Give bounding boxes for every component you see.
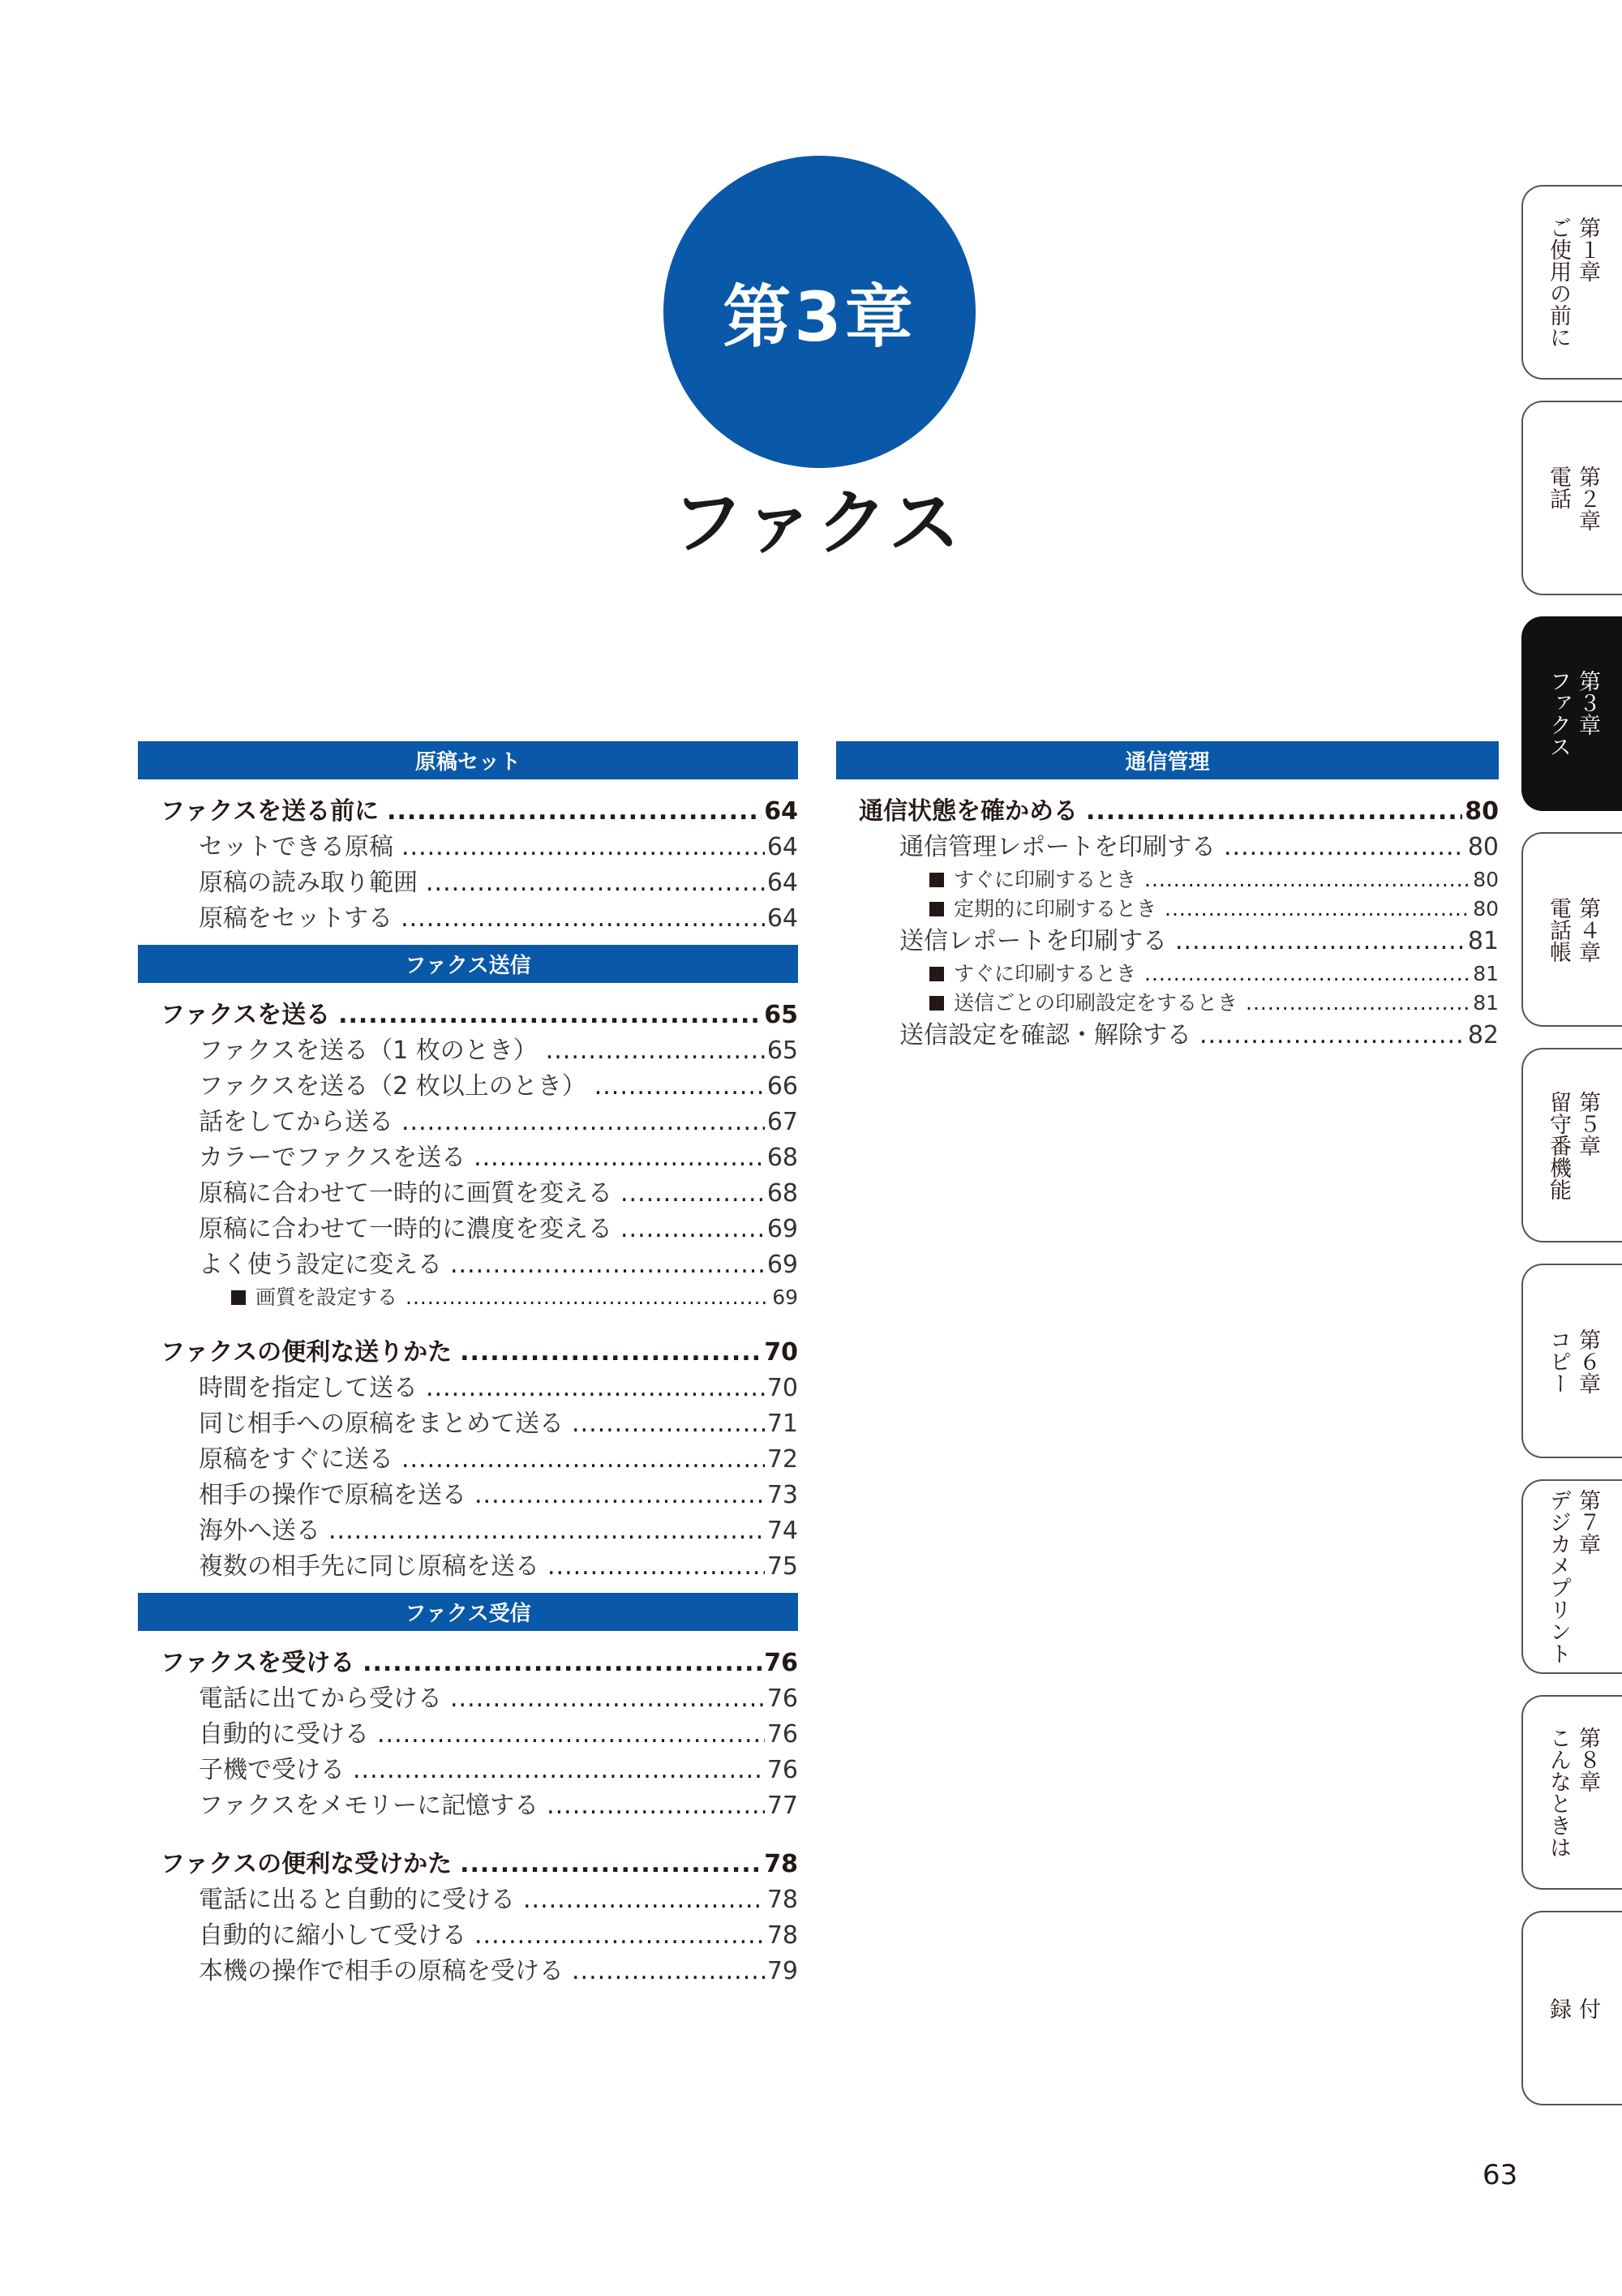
toc-sub-entry[interactable] [138,1478,798,1513]
square-bullet-icon [929,996,944,1011]
toc-entry-title: ファクスの便利な送りかた [161,1338,453,1367]
toc-entry-title: 画質を設定する [255,1285,398,1309]
toc-sub-entry[interactable] [138,1753,798,1788]
toc-sub-entry[interactable] [138,1681,798,1717]
toc-entry-title: 原稿に合わせて一時的に画質を変える [199,1179,612,1208]
toc-page-number: 80 [1467,833,1499,861]
chapter-tab[interactable] [1521,1911,1622,2105]
toc-entry-title: ファクスを送る（1 枚のとき） [199,1036,538,1065]
toc-entry-title: 原稿の読み取り範囲 [199,869,418,897]
toc-entry-title: 原稿をセットする [199,904,393,933]
chapter-tab-title: ファクス [1546,670,1571,757]
toc-entry-title: よく使う設定に変える [199,1251,442,1279]
chapter-tab-title: コピー [1546,1328,1571,1394]
toc-page-number: 71 [766,1410,798,1438]
leader-dots [401,830,765,865]
leader-dots [401,1105,765,1140]
toc-sub-entry[interactable] [138,1212,798,1247]
toc-entry-title: 定期的に印刷するとき [954,897,1157,921]
toc-page-number: 80 [1473,868,1499,891]
toc-page-number: 69 [772,1285,798,1309]
toc-sub-entry[interactable] [836,924,1499,959]
toc-main-entry[interactable] [138,1335,798,1371]
chapter-tab-title: 電話 [1546,465,1571,509]
toc-page-number: 76 [766,1720,798,1749]
toc-sub-entry[interactable] [138,1918,798,1954]
toc-main-entry[interactable] [138,998,798,1033]
toc-page-number: 78 [766,1921,798,1950]
chapter-tab-number: 付 [1575,1997,1600,2019]
leader-dots [474,1140,765,1176]
toc-entry-title: 海外へ送る [199,1517,320,1545]
leader-dots [460,1847,762,1882]
toc-entry-title: 通信管理レポートを印刷する [899,833,1216,861]
toc-page-number: 76 [766,1684,798,1713]
leader-dots [474,1918,765,1954]
chapter-tab[interactable] [1521,1048,1622,1242]
leader-dots [1086,794,1462,830]
leader-dots [363,1646,762,1681]
toc-entry-title: 原稿に合わせて一時的に濃度を変える [199,1215,612,1243]
toc-sub-entry[interactable] [138,1033,798,1069]
toc-entry-title: カラーでファクスを送る [199,1144,466,1172]
page-number: 63 [1483,2159,1518,2191]
toc-page-number: 64 [766,833,798,861]
section-header: ファクス送信 [138,945,798,983]
toc-entry-title: 送信レポートを印刷する [899,927,1167,955]
toc-entry-title: 複数の相手先に同じ原稿を送る [199,1552,539,1581]
toc-page-number: 68 [766,1144,798,1172]
toc-entry-title: 自動的に縮小して受ける [199,1921,466,1950]
toc-sub-entry[interactable] [836,830,1499,865]
leader-dots [620,1176,765,1212]
leader-dots [460,1335,762,1371]
chapter-tab-number: 第１章 [1575,217,1600,282]
section-header: 通信管理 [836,741,1499,779]
toc-main-entry[interactable] [836,794,1499,830]
toc-left-column [138,741,798,1989]
toc-sub-entry[interactable] [836,1018,1499,1054]
leader-dots [401,901,765,937]
toc-sub-entry[interactable] [138,830,798,865]
leader-dots [401,1442,765,1478]
toc-entry-title: 電話に出ると自動的に受ける [199,1886,515,1914]
toc-entry-title: 自動的に受ける [199,1720,369,1749]
square-bullet-icon [929,902,944,916]
toc-entry-title: ファクスを送る（2 枚以上のとき） [199,1072,586,1101]
toc-page-number: 78 [766,1886,798,1914]
toc-page-number: 81 [1467,927,1499,955]
toc-page-number: 81 [1473,962,1499,985]
toc-sub-entry[interactable] [138,1176,798,1212]
toc-page-number: 69 [766,1215,798,1243]
toc-subsub-entry[interactable] [836,895,1499,924]
chapter-badge-label: 第3章 [723,277,916,357]
square-bullet-icon [929,873,944,887]
toc-entry-title: 送信ごとの印刷設定をするとき [954,991,1238,1015]
leader-dots [1199,1018,1465,1054]
toc-page-number: 64 [766,869,798,897]
leader-dots [377,1717,765,1753]
toc-main-entry[interactable] [138,1646,798,1681]
toc-page-number: 76 [766,1756,798,1784]
toc-entry-title: ファクスをメモリーに記憶する [199,1792,539,1820]
toc-page-number: 68 [766,1179,798,1208]
leader-dots [1144,865,1470,895]
chapter-tab-number: 第５章 [1575,1090,1600,1157]
chapter-tab-title: 留守番機能 [1546,1090,1571,1200]
toc-sub-entry[interactable] [138,1371,798,1406]
toc-subsub-entry[interactable] [836,989,1499,1018]
leader-dots [426,1371,765,1406]
leader-dots [353,1753,765,1788]
chapter-tab[interactable] [1521,1264,1622,1458]
chapter-tab[interactable] [1521,401,1622,595]
chapter-tab-number: 第３章 [1575,670,1600,736]
chapter-tab-title: こんなときは [1546,1727,1571,1858]
toc-page-number: 66 [766,1072,798,1101]
toc-entry-title: 話をしてから送る [199,1108,393,1136]
leader-dots [1224,830,1465,865]
toc-entry-title: 原稿をすぐに送る [199,1445,393,1474]
toc-page-number: 72 [766,1445,798,1474]
toc-page-number: 78 [764,1850,798,1878]
chapter-tab-number: 第２章 [1575,465,1600,531]
toc-page-number: 69 [766,1251,798,1279]
leader-dots [1246,989,1470,1018]
toc-sub-entry[interactable] [138,1954,798,1989]
chapter-tab-title: 録 [1546,1997,1571,2019]
leader-dots [1144,959,1470,989]
toc-entry-title: 同じ相手への原稿をまとめて送る [199,1410,564,1438]
toc-entry-title: ファクスの便利な受けかた [161,1850,453,1878]
toc-page-number: 79 [766,1957,798,1985]
toc-entry-title: 時間を指定して送る [199,1374,418,1402]
chapter-tab-number: 第８章 [1575,1727,1600,1792]
chapter-tab[interactable] [1521,1695,1622,1890]
leader-dots [387,794,762,830]
toc-page-number: 74 [766,1517,798,1545]
toc-page-number: 64 [766,904,798,933]
leader-dots [450,1681,765,1717]
toc-sub-entry[interactable] [138,901,798,937]
toc-page-number: 65 [764,1001,798,1029]
toc-main-entry[interactable] [138,1847,798,1882]
toc-sub-entry[interactable] [138,1247,798,1283]
leader-dots [338,998,762,1033]
toc-page-number: 77 [766,1792,798,1820]
section-header: ファクス受信 [138,1593,798,1631]
toc-sub-entry[interactable] [138,1513,798,1549]
square-bullet-icon [231,1290,246,1305]
toc-sub-entry[interactable] [138,1717,798,1753]
toc-entry-title: 本機の操作で相手の原稿を受ける [199,1957,564,1985]
leader-dots [406,1283,770,1312]
toc-sub-entry[interactable] [138,1140,798,1176]
leader-dots [1165,895,1470,924]
leader-dots [450,1247,765,1283]
toc-page-number: 80 [1473,897,1499,921]
leader-dots [572,1406,765,1442]
leader-dots [474,1478,765,1513]
leader-dots [523,1882,765,1918]
chapter-tab[interactable] [1521,1479,1622,1674]
chapter-title: ファクス [672,481,962,564]
toc-sub-entry[interactable] [138,1549,798,1585]
toc-sub-entry[interactable] [138,1882,798,1918]
toc-entry-title: すぐに印刷するとき [954,962,1137,985]
toc-entry-title: ファクスを送る前に [161,797,380,826]
toc-entry-title: すぐに印刷するとき [954,868,1137,891]
chapter-badge [663,156,976,468]
toc-page-number: 73 [766,1481,798,1509]
chapter-tab[interactable] [1521,616,1622,811]
leader-dots [1175,924,1465,959]
toc-page-number: 65 [766,1036,798,1065]
toc-entry-title: ファクスを送る [161,1001,331,1029]
toc-sub-entry[interactable] [138,1105,798,1140]
toc-subsub-entry[interactable] [138,1283,798,1312]
toc-entry-title: 送信設定を確認・解除する [899,1021,1191,1049]
toc-sub-entry[interactable] [138,1069,798,1105]
chapter-tab-title: ご使用の前に [1546,217,1571,348]
chapter-tab-title: 電話帳 [1546,896,1571,963]
toc-sub-entry[interactable] [138,1788,798,1824]
leader-dots [620,1212,765,1247]
chapter-tab[interactable] [1521,185,1622,380]
toc-page-number: 81 [1473,991,1499,1015]
leader-dots [547,1549,765,1585]
chapter-tab-title: デジカメプリント [1546,1489,1571,1664]
toc-subsub-entry[interactable] [836,959,1499,989]
toc-sub-entry[interactable] [138,1406,798,1442]
toc-page-number: 75 [766,1552,798,1581]
toc-sub-entry[interactable] [138,865,798,901]
toc-page-number: 76 [764,1649,798,1677]
toc-right-column [836,741,1499,1054]
toc-entry-title: ファクスを受ける [161,1649,355,1677]
chapter-tab[interactable] [1521,832,1622,1027]
toc-entry-title: 通信状態を確かめる [859,797,1078,826]
chapter-tab-number: 第６章 [1575,1328,1600,1394]
toc-entry-title: 子機で受ける [199,1756,345,1784]
leader-dots [426,865,765,901]
leader-dots [594,1069,765,1105]
toc-subsub-entry[interactable] [836,865,1499,895]
toc-page-number: 70 [764,1338,798,1367]
toc-entry-title: 相手の操作で原稿を送る [199,1481,466,1509]
toc-page-number: 67 [766,1108,798,1136]
chapter-tab-number: 第４章 [1575,896,1600,963]
leader-dots [546,1033,765,1069]
toc-page-number: 82 [1467,1021,1499,1049]
toc-main-entry[interactable] [138,794,798,830]
toc-entry-title: 電話に出てから受ける [199,1684,442,1713]
toc-entry-title: セットできる原稿 [199,833,393,861]
leader-dots [572,1954,765,1989]
leader-dots [328,1513,765,1549]
chapter-tab-number: 第７章 [1575,1489,1600,1555]
toc-sub-entry[interactable] [138,1442,798,1478]
square-bullet-icon [929,967,944,981]
toc-page-number: 80 [1465,797,1499,826]
toc-page-number: 64 [764,797,798,826]
toc-page-number: 70 [766,1374,798,1402]
section-header: 原稿セット [138,741,798,779]
leader-dots [547,1788,765,1824]
